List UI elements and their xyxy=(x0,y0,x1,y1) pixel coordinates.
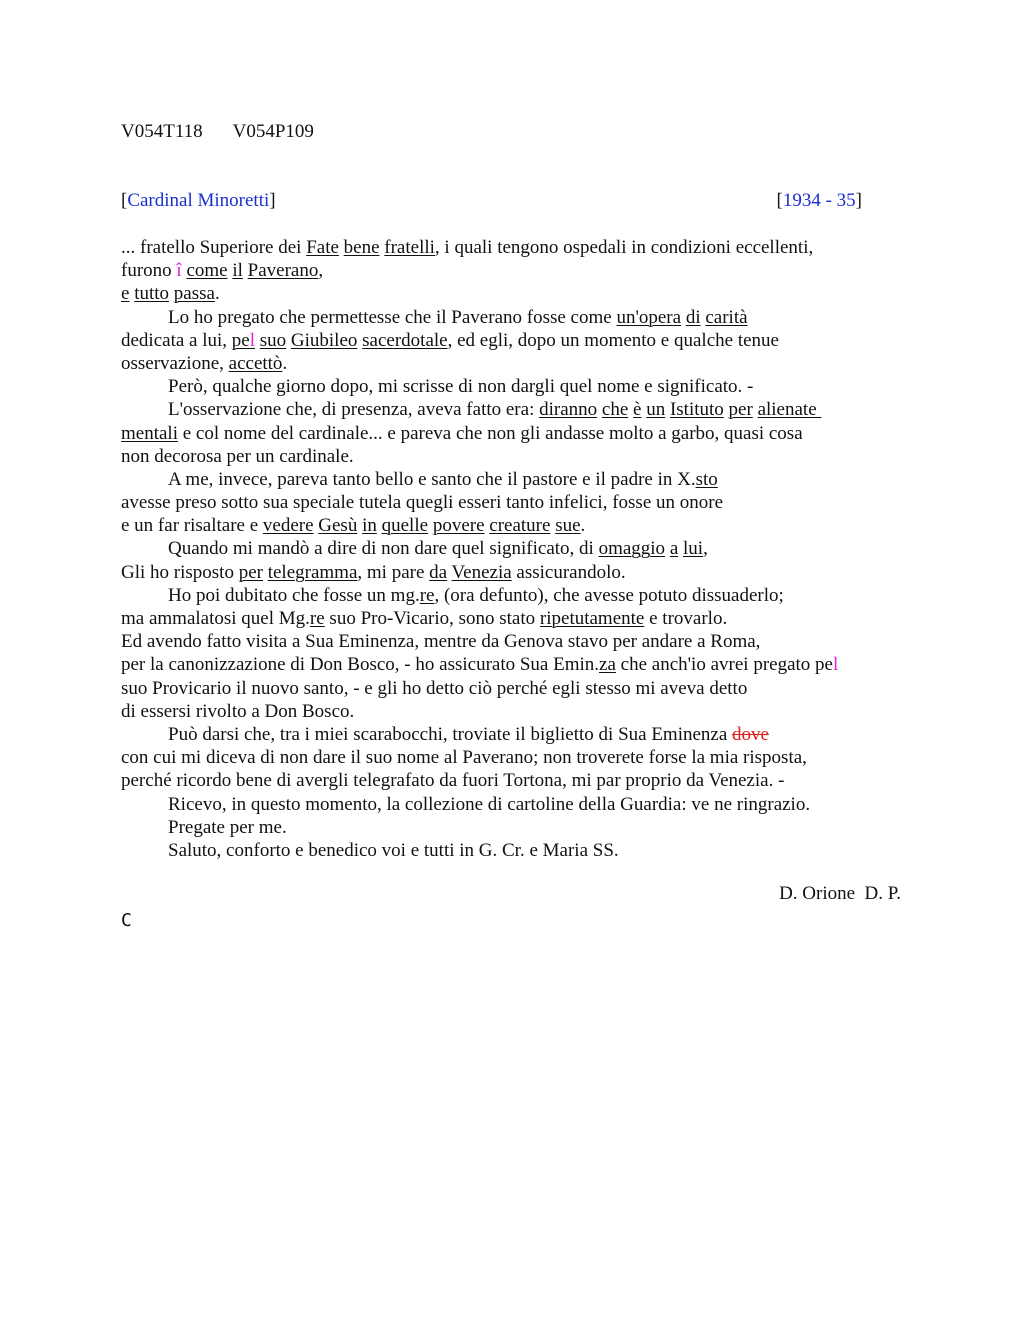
text-line: osservazione, accettò. xyxy=(121,352,288,374)
bracket: ] xyxy=(855,190,862,211)
text-line: Però, qualche giorno dopo, mi scrisse di non dargli quel nome e significato. - xyxy=(168,376,754,398)
text-line: suo Provicario il nuovo santo, - e gli ho detto ciò perché egli stesso mi aveva detto xyxy=(121,677,748,699)
text-line: Ho poi dubitato che fosse un mg.re, (ora defunto), che avesse potuto dissuaderlo; xyxy=(168,584,784,606)
volume-id: V054T118 xyxy=(121,121,203,142)
addressee-link[interactable]: Cardinal Minoretti xyxy=(127,190,270,211)
bracket: [ xyxy=(121,190,128,211)
bracket: [ xyxy=(776,190,783,211)
text-line: con cui mi diceva di non dare il suo nome al Paverano; non troverete forse la mia risposta, xyxy=(121,747,807,769)
letter-body xyxy=(121,236,921,862)
inserted-char: l xyxy=(249,329,255,351)
page-id: V054P109 xyxy=(232,121,314,142)
addressee-header xyxy=(121,190,276,212)
text-line: non decorosa per un cardinale. xyxy=(121,445,354,467)
date-header xyxy=(777,190,862,212)
text-line: Ed avendo fatto visita a Sua Eminenza, mentre da Genova stavo per andare a Roma, xyxy=(121,631,761,653)
text-line: mentali e col nome del cardinale... e pareva che non gli andasse molto a garbo, quasi cosa xyxy=(121,422,803,444)
text-line: e tutto passa. xyxy=(121,283,220,305)
page-mark: C xyxy=(121,910,132,931)
inserted-char: î xyxy=(176,260,182,282)
text-line: dedicata a lui, pel suo Giubileo sacerdotale, ed egli, dopo un momento e qualche tenue xyxy=(121,329,779,351)
text-line: Ricevo, in questo momento, la collezione di cartoline della Guardia: ve ne ringrazio. xyxy=(168,793,811,815)
text-line: Lo ho pregato che permettesse che il Paverano fosse come un'opera di carità xyxy=(168,306,748,328)
text-line: ... fratello Superiore dei Fate bene fratelli, i quali tengono ospedali in condizioni eccellenti, xyxy=(121,237,814,258)
document-ids xyxy=(121,121,344,143)
inserted-char: l xyxy=(832,654,839,676)
signature: D. Orione D. P. xyxy=(779,883,901,904)
text-line: L'osservazione che, di presenza, aveva fatto era: diranno che è un Istituto per alienate xyxy=(168,399,822,421)
text-line: Quando mi mandò a dire di non dare quel significato, di omaggio a lui, xyxy=(168,538,708,560)
date-link[interactable]: 1934 - 35 xyxy=(782,190,856,211)
text-line: ma ammalatosi quel Mg.re suo Pro-Vicario, sono stato ripetutamente e trovarlo. xyxy=(121,608,728,629)
text-line: Saluto, conforto e benedico voi e tutti in G. Cr. e Maria SS. xyxy=(168,839,619,861)
text-line: avesse preso sotto sua speciale tutela quegli esseri tanto infelici, fosse un onore xyxy=(121,492,724,514)
text-line: Può darsi che, tra i miei scarabocchi, troviate il biglietto di Sua Eminenza dove xyxy=(168,723,769,745)
text-line: e un far risaltare e vedere Gesù in quelle povere creature sue. xyxy=(121,515,586,537)
text-line: perché ricordo bene di avergli telegrafato da fuori Tortona, mi par proprio da Venezia. - xyxy=(121,770,785,792)
deleted-word: dove xyxy=(732,723,769,745)
text-line: Gli ho risposto per telegramma, mi pare da Venezia assicurandolo. xyxy=(121,561,626,583)
bracket: ] xyxy=(269,190,276,211)
text-line: Pregate per me. xyxy=(168,816,287,838)
text-line: A me, invece, pareva tanto bello e santo che il pastore e il padre in X.sto xyxy=(168,468,718,490)
text-line: furono î come il Paverano, xyxy=(121,260,324,282)
text-line: di essersi rivolto a Don Bosco. xyxy=(121,700,355,722)
text-line: per la canonizzazione di Don Bosco, - ho assicurato Sua Emin.za che anch'io avrei pregato pel xyxy=(121,654,839,676)
